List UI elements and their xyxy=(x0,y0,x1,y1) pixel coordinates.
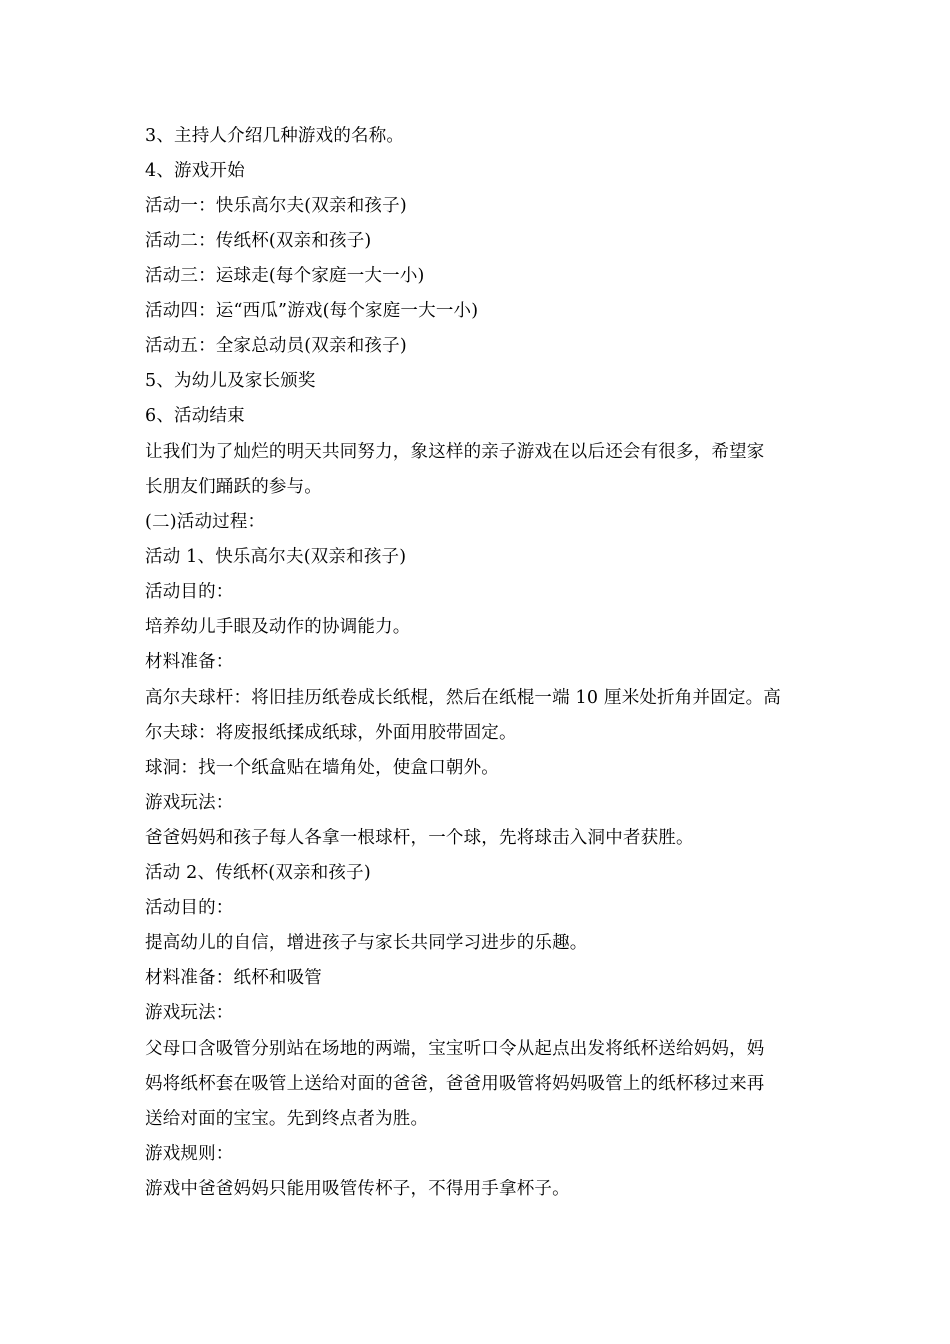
paragraph-line: 妈将纸杯套在吸管上送给对面的爸爸，爸爸用吸管将妈妈吸管上的纸杯移过来再 xyxy=(145,1074,765,1094)
activity-list-item: 活动一：快乐高尔夫(双亲和孩子) xyxy=(145,196,407,216)
activity-1-play: 爸爸妈妈和孩子每人各拿一根球杆，一个球，先将球击入洞中者获胜。 xyxy=(145,828,694,848)
step-4-line: 4、游戏开始 xyxy=(145,161,245,181)
activity-2-play-label: 游戏玩法： xyxy=(145,1003,234,1023)
activity-2-goal: 提高幼儿的自信，增进孩子与家长共同学习进步的乐趣。 xyxy=(145,933,588,953)
paragraph-line: 尔夫球：将废报纸揉成纸球，外面用胶带固定。 xyxy=(145,723,517,743)
step-3-line: 3、主持人介绍几种游戏的名称。 xyxy=(145,126,405,146)
activity-2-rules: 游戏中爸爸妈妈只能用吸管传杯子，不得用手拿杯子。 xyxy=(145,1179,570,1199)
activity-1-hole: 球洞：找一个纸盒贴在墙角处，使盒口朝外。 xyxy=(145,758,499,778)
step-6-line: 6、活动结束 xyxy=(145,406,245,426)
activity-1-play-label: 游戏玩法： xyxy=(145,793,234,813)
activity-2-materials: 材料准备：纸杯和吸管 xyxy=(145,968,322,988)
activity-list-item: 活动五：全家总动员(双亲和孩子) xyxy=(145,336,407,356)
paragraph-line: 高尔夫球杆：将旧挂历纸卷成长纸棍，然后在纸棍一端 10 厘米处折角并固定。高 xyxy=(145,688,781,708)
activity-1-title: 活动 1、快乐高尔夫(双亲和孩子) xyxy=(145,547,407,567)
activity-1-materials-label: 材料准备： xyxy=(145,652,234,672)
activity-list-item: 活动二：传纸杯(双亲和孩子) xyxy=(145,231,372,251)
document-body xyxy=(145,119,815,1207)
closing-paragraph xyxy=(145,435,815,505)
paragraph-line: 长朋友们踊跃的参与。 xyxy=(145,477,322,497)
activity-list-item: 活动四：运“西瓜”游戏(每个家庭一大一小) xyxy=(145,301,479,321)
activity-2-rules-label: 游戏规则： xyxy=(145,1144,234,1164)
activity-2-title: 活动 2、传纸杯(双亲和孩子) xyxy=(145,863,371,883)
activity-1-goal: 培养幼儿手眼及动作的协调能力。 xyxy=(145,617,411,637)
paragraph-line: 让我们为了灿烂的明天共同努力，象这样的亲子游戏在以后还会有很多，希望家 xyxy=(145,442,765,462)
activity-2-play xyxy=(145,1032,815,1137)
step-5-line: 5、为幼儿及家长颁奖 xyxy=(145,371,316,391)
activity-list-item: 活动三：运球走(每个家庭一大一小) xyxy=(145,266,425,286)
activity-1-materials xyxy=(145,681,815,751)
paragraph-line: 送给对面的宝宝。先到终点者为胜。 xyxy=(145,1109,429,1129)
activity-2-goal-label: 活动目的： xyxy=(145,898,234,918)
activity-1-goal-label: 活动目的： xyxy=(145,582,234,602)
section-heading: (二)活动过程： xyxy=(145,512,266,532)
paragraph-line: 父母口含吸管分别站在场地的两端，宝宝听口令从起点出发将纸杯送给妈妈，妈 xyxy=(145,1039,765,1059)
